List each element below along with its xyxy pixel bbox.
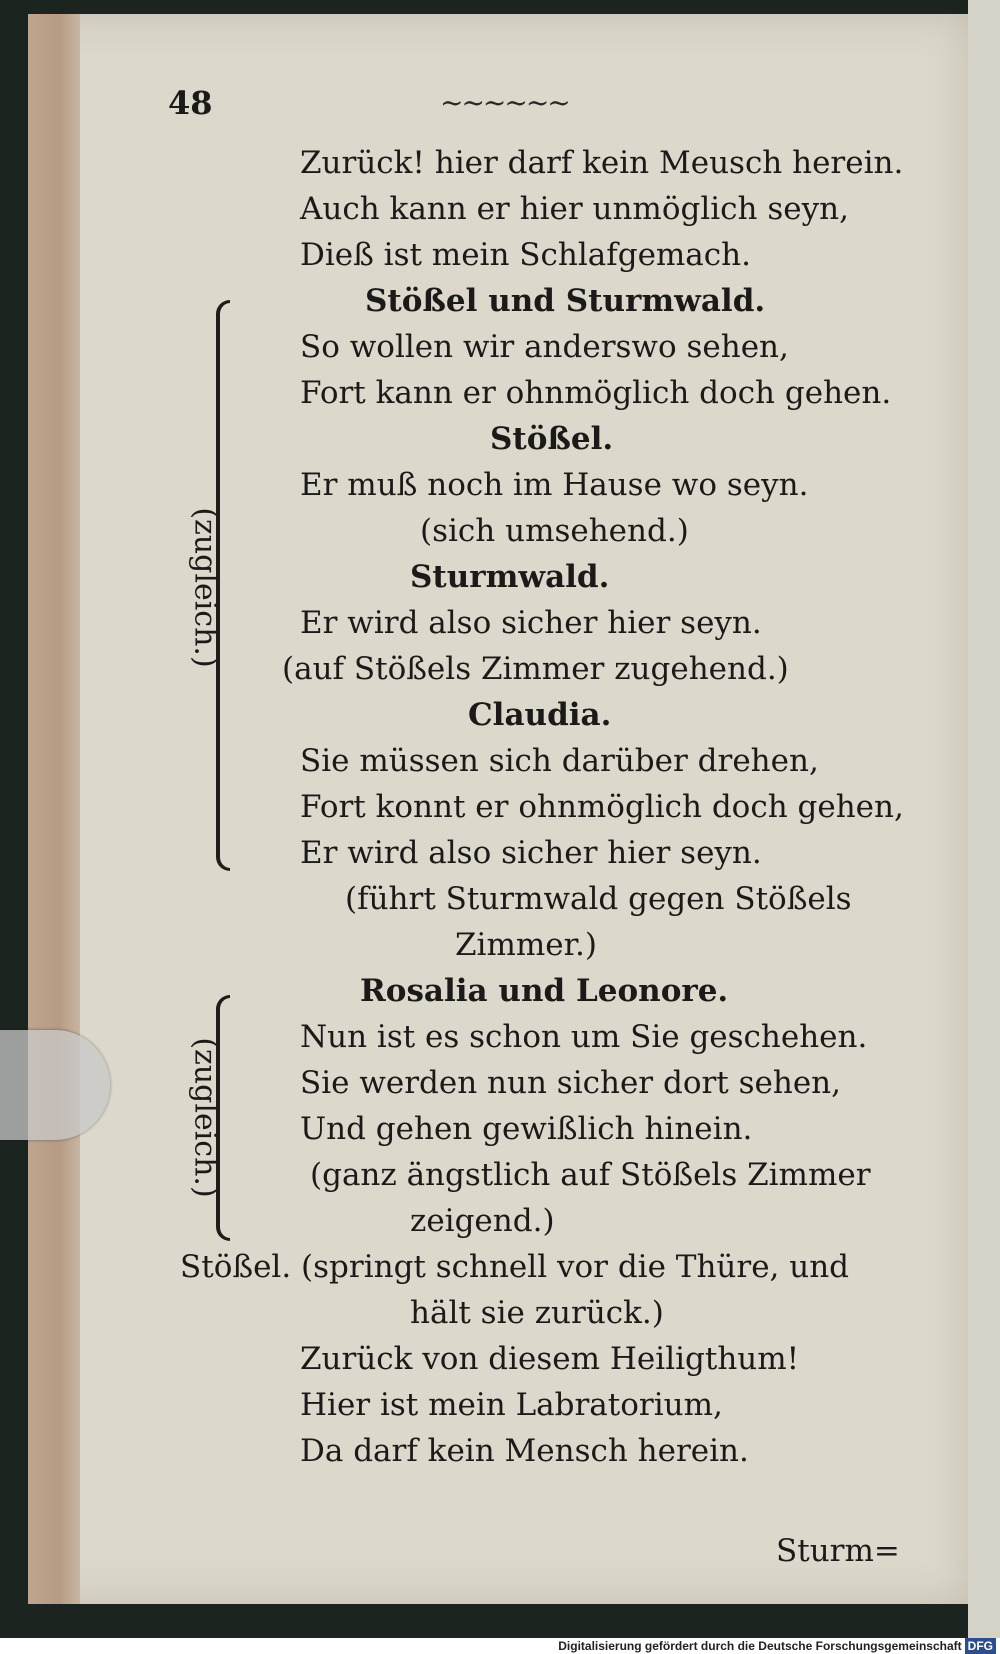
stage-direction: (ganz ängstlich auf Stößels Zimmer (310, 1157, 871, 1193)
text-line: Er wird also sicher hier seyn. (300, 835, 762, 871)
text-line: Sie werden nun sicher dort sehen, (300, 1065, 842, 1101)
footer-text: Digitalisierung gefördert durch die Deutsche Forschungsgemeinschaft (558, 1639, 962, 1653)
footer-bar (0, 1638, 1000, 1654)
stage-direction: (auf Stößels Zimmer zugehend.) (282, 651, 789, 687)
text-line: Dieß ist mein Schlafgemach. (300, 237, 751, 273)
text-line: So wollen wir anderswo sehen, (300, 329, 789, 365)
text-line: Fort kann er ohnmöglich doch gehen. (300, 375, 892, 411)
speaker-line: Stößel. (490, 421, 614, 457)
text-line: Da darf kein Mensch herein. (300, 1433, 749, 1469)
text-line: Zurück von diesem Heiligthum! (300, 1341, 800, 1377)
page-number: 48 (168, 84, 213, 122)
speaker-line: Stößel. (springt schnell vor die Thüre, und (180, 1249, 850, 1285)
text-line: Hier ist mein Labratorium, (300, 1387, 723, 1423)
text-line: Zurück! hier darf kein Meusch herein. (300, 145, 904, 181)
catchword: Sturm= (776, 1533, 900, 1569)
dfg-logo: DFG (965, 1638, 996, 1654)
header-ornament: ~~~~~~ (440, 86, 569, 119)
text-line: Sie müssen sich darüber drehen, (300, 743, 819, 779)
text-line: Fort konnt er ohnmöglich doch gehen, (300, 789, 904, 825)
speaker-line: Sturmwald. (410, 559, 610, 595)
stage-direction: (führt Sturmwald gegen Stößels (345, 881, 852, 917)
speaker-line: Claudia. (468, 697, 612, 733)
text-line: Und gehen gewißlich hinein. (300, 1111, 753, 1147)
text-line: Er muß noch im Hause wo seyn. (300, 467, 809, 503)
stage-direction: Zimmer.) (455, 927, 597, 963)
stage-direction: hält sie zurück.) (410, 1295, 664, 1331)
lower-margin-note: (zugleich.) (187, 1037, 223, 1198)
speaker-line: Stößel und Sturmwald. (365, 283, 766, 319)
stage-direction: (sich umsehend.) (420, 513, 689, 549)
next-page-edge (968, 0, 1000, 1640)
upper-margin-note: (zugleich.) (187, 507, 223, 668)
text-line: Er wird also sicher hier seyn. (300, 605, 762, 641)
text-line: Nun ist es schon um Sie geschehen. (300, 1019, 868, 1055)
text-line: Auch kann er hier unmöglich seyn, (300, 191, 849, 227)
speaker-line: Rosalia und Leonore. (360, 973, 729, 1009)
stage-direction: zeigend.) (410, 1203, 555, 1239)
scan-thumb-tab (0, 1030, 110, 1140)
page-edge (28, 14, 80, 1604)
